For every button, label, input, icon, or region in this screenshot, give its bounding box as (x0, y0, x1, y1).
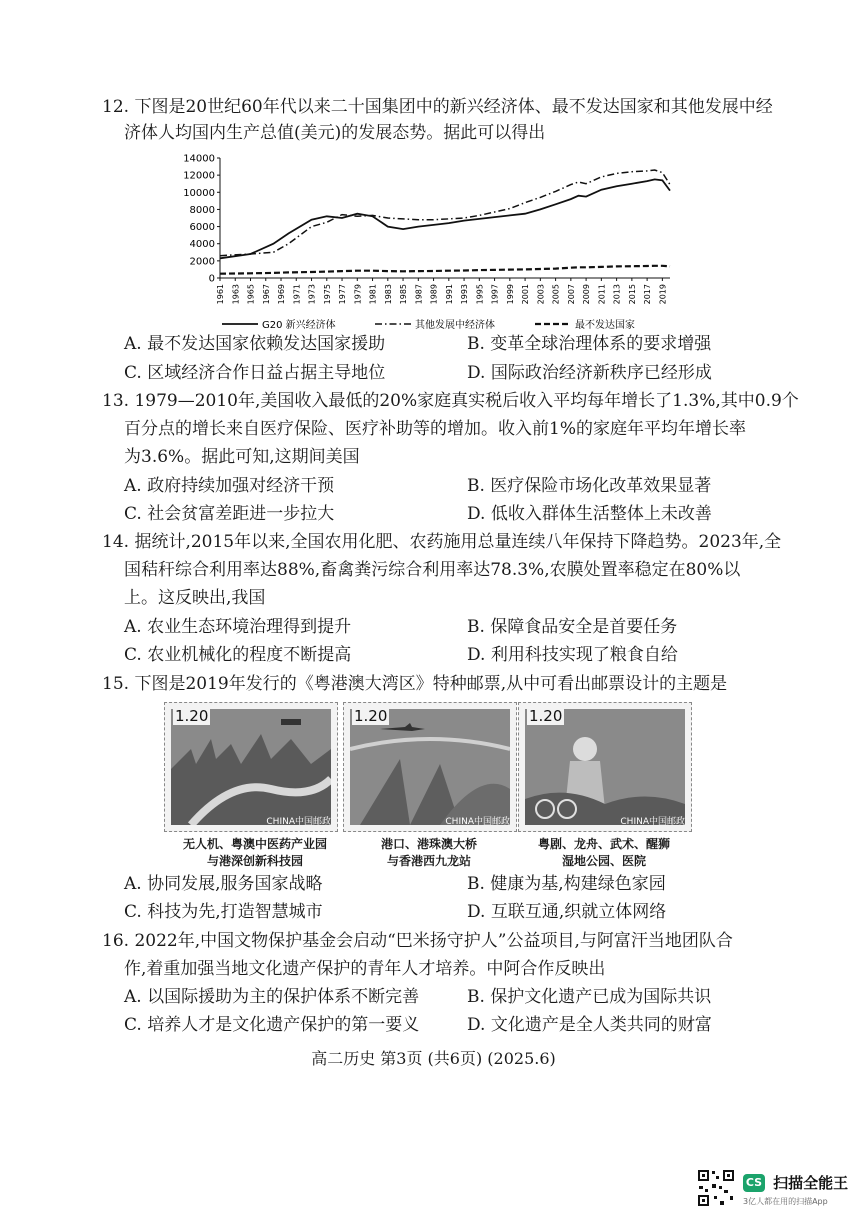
x-tick-label: 1987 (414, 284, 424, 305)
x-tick-label: 2003 (536, 284, 546, 305)
q16-option-b[interactable]: B. 保护文化遗产已成为国际共识 (467, 987, 712, 1007)
port-bridge-image (350, 709, 510, 825)
stamp-2-postal-mark: CHINA中国邮政 (445, 817, 510, 827)
q12-stem-line1: 12. 下图是20世纪60年代以来二十国集团中的新兴经济体、最不发达国家和其他发展中经 (102, 97, 773, 117)
x-tick-label: 1979 (353, 284, 363, 305)
q15-option-d[interactable]: D. 互联互通,织就立体网络 (467, 902, 667, 922)
x-tick-label: 2013 (612, 284, 622, 305)
x-tick-label: 1993 (460, 284, 470, 305)
stamp-2 (343, 702, 517, 832)
page-footer: 高二历史 第3页 (共6页) (2025.6) (311, 1049, 556, 1068)
stamp-1-illustration (171, 709, 331, 825)
q14-stem-line3: 上。这反映出,我国 (124, 588, 266, 608)
stamp-2-caption-line1: 港口、港珠澳大桥 (380, 837, 477, 851)
q12-option-b[interactable]: B. 变革全球治理体系的要求增强 (467, 334, 712, 354)
q16-option-d[interactable]: D. 文化遗产是全人类共同的财富 (467, 1015, 712, 1035)
q13-stem-line1: 13. 1979—2010年,美国收入最低的20%家庭真实税后收入平均每年增长了1.3%,其中0.9个 (102, 391, 799, 411)
y-tick-label: 10000 (183, 187, 215, 199)
y-tick-label: 0 (208, 273, 215, 285)
q14-option-a[interactable]: A. 农业生态环境治理得到提升 (124, 617, 352, 637)
y-tick-label: 14000 (183, 153, 215, 165)
y-tick-label: 4000 (189, 239, 215, 251)
q13-option-a[interactable]: A. 政府持续加强对经济干预 (124, 476, 335, 496)
stamp-2-caption-line2: 与香港西九龙站 (386, 854, 471, 868)
x-tick-label: 1975 (322, 284, 332, 305)
stamp-3-postal-mark: CHINA中国邮政 (620, 817, 685, 827)
y-tick-label: 2000 (189, 256, 215, 268)
brand-tagline: 3亿人都在用的扫描App (743, 1197, 828, 1206)
city-skyline-image (171, 709, 331, 825)
q15-option-a[interactable]: A. 协同发展,服务国家战略 (124, 874, 323, 894)
q14-option-b[interactable]: B. 保障食品安全是首要任务 (467, 617, 678, 637)
q14-option-c[interactable]: C. 农业机械化的程度不断提高 (124, 645, 352, 665)
stamp-3-caption-line2: 湿地公园、医院 (561, 854, 646, 868)
x-tick-label: 1969 (277, 284, 287, 305)
x-tick-label: 1991 (444, 284, 454, 305)
stamp-1-caption-line1: 无人机、粤澳中医药产业园 (182, 837, 327, 851)
stamp-1 (164, 702, 338, 832)
stamp-1-postal-mark: CHINA中国邮政 (266, 817, 331, 827)
culture-wetland-image (525, 709, 685, 825)
q15-stem-line1: 15. 下图是2019年发行的《粤港澳大湾区》特种邮票,从中可看出邮票设计的主题是 (102, 674, 728, 694)
x-tick-label: 1971 (292, 284, 302, 305)
x-tick-label: 2001 (521, 284, 531, 305)
legend-label-2: 最不发达国家 (575, 320, 635, 331)
x-tick-label: 1997 (490, 284, 500, 305)
brand-name: 扫描全能王 (773, 1174, 849, 1192)
legend-label-0: G20 新兴经济体 (262, 320, 336, 331)
x-tick-label: 1973 (307, 284, 317, 305)
stamp-2-illustration (350, 709, 510, 825)
stamp-1-price: 1.20 (175, 707, 209, 725)
q14-stem-line2: 国秸秆综合利用率达88%,畜禽粪污综合利用率达78.3%,农膜处置率稳定在80%以 (124, 560, 741, 580)
x-tick-label: 2007 (566, 284, 576, 305)
stamp-1-caption-line2: 与港深创新科技园 (206, 854, 303, 868)
x-tick-label: 1963 (231, 284, 241, 305)
scanner-brand (743, 1172, 848, 1207)
stamp-2-price: 1.20 (354, 707, 388, 725)
x-tick-label: 1985 (399, 284, 409, 305)
y-axis-tick-labels (183, 154, 220, 285)
legend-label-1: 其他发展中经济体 (415, 320, 495, 331)
x-axis-tick-labels (216, 278, 667, 304)
x-tick-label: 2017 (643, 284, 653, 305)
q13-stem-line3: 为3.6%。据此可知,这期间美国 (124, 447, 360, 467)
x-tick-label: 2009 (582, 284, 592, 305)
q13-stem-line2: 百分点的增长来自医疗保险、医疗补助等的增加。收入前1%的家庭年平均年增长率 (124, 419, 746, 439)
x-tick-label: 1983 (383, 284, 393, 305)
q12-option-a[interactable]: A. 最不发达国家依赖发达国家援助 (124, 334, 386, 354)
x-tick-label: 1977 (338, 284, 348, 305)
stamp-3-caption-line1: 粤剧、龙舟、武术、醒狮 (537, 837, 670, 851)
x-tick-label: 1999 (505, 284, 515, 305)
qr-code-icon (696, 1168, 736, 1208)
x-tick-label: 2015 (627, 284, 637, 305)
series-line-2 (220, 266, 670, 274)
x-tick-label: 2019 (658, 284, 668, 305)
x-tick-label: 1981 (368, 284, 378, 305)
q13-option-b[interactable]: B. 医疗保险市场化改革效果显著 (467, 476, 712, 496)
camscanner-logo-icon: CS (743, 1174, 765, 1192)
x-tick-label: 1961 (216, 284, 225, 305)
q13-option-c[interactable]: C. 社会贫富差距进一步拉大 (124, 504, 335, 524)
q12-option-d[interactable]: D. 国际政治经济新秩序已经形成 (467, 363, 712, 383)
q15-option-b[interactable]: B. 健康为基,构建绿色家园 (467, 874, 666, 894)
q12-option-c[interactable]: C. 区域经济合作日益占据主导地位 (124, 363, 386, 383)
y-tick-label: 12000 (183, 170, 215, 182)
x-tick-label: 1967 (261, 284, 271, 305)
gdp-per-capita-line-chart (180, 150, 680, 340)
q15-option-c[interactable]: C. 科技为先,打造智慧城市 (124, 902, 323, 922)
series-line-1 (220, 170, 670, 256)
q16-option-a[interactable]: A. 以国际援助为主的保护体系不断完善 (124, 987, 420, 1007)
x-tick-label: 2011 (597, 284, 607, 305)
stamp-3 (518, 702, 692, 832)
x-tick-label: 1995 (475, 284, 485, 305)
chart-legend (222, 318, 635, 331)
q14-stem-line1: 14. 据统计,2015年以来,全国农用化肥、农药施用总量连续八年保持下降趋势。2023年,全 (102, 532, 782, 552)
q12-stem-line2: 济体人均国内生产总值(美元)的发展态势。据此可以得出 (124, 123, 546, 143)
q14-option-d[interactable]: D. 利用科技实现了粮食自给 (467, 645, 678, 665)
q16-option-c[interactable]: C. 培养人才是文化遗产保护的第一要义 (124, 1015, 420, 1035)
y-tick-label: 8000 (189, 204, 215, 216)
q16-stem-line1: 16. 2022年,中国文物保护基金会启动“巴米扬守护人”公益项目,与阿富汗当地团队合 (102, 931, 733, 951)
stamp-3-illustration (525, 709, 685, 825)
q13-option-d[interactable]: D. 低收入群体生活整体上未改善 (467, 504, 712, 524)
stamp-3-price: 1.20 (529, 707, 563, 725)
series-lines (220, 170, 670, 274)
x-tick-label: 2005 (551, 284, 561, 305)
q16-stem-line2: 作,着重加强当地文化遗产保护的青年人才培养。中阿合作反映出 (124, 959, 606, 979)
x-tick-label: 1989 (429, 284, 439, 305)
y-tick-label: 6000 (189, 222, 215, 234)
x-tick-label: 1965 (246, 284, 256, 305)
